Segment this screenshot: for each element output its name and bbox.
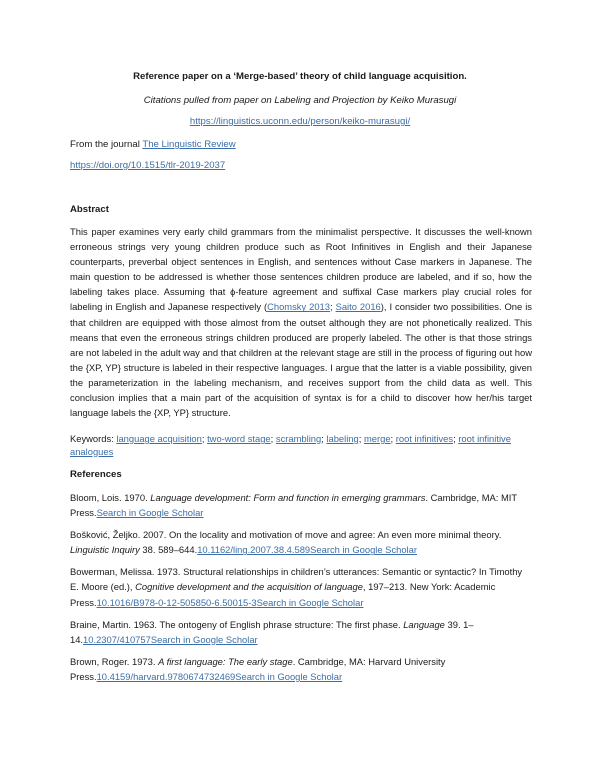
reference-doi-link[interactable]: 10.1016/B978-0-12-505850-6.50015-3	[96, 596, 257, 608]
paper-title: Reference paper on a ‘Merge-based’ theory of child language acquisition.	[133, 71, 467, 82]
reference-text: Braine, Martin. 1963. The ontogeny of English phrase structure: The first phase.	[70, 618, 404, 630]
reference-title: Language development: Form and function in emerging grammars	[150, 492, 426, 503]
citation-link-chomsky[interactable]: Chomsky 2013	[267, 301, 330, 313]
keyword-link[interactable]: scrambling	[275, 433, 322, 444]
abstract-text-1: This paper examines very early child grammars from the minimalist perspective. It discusses the well-known erroneous strings very young children produce such as Root Infinitives in English and their Japanese counterparts, preverbal object sentences in English, and sentences without Case markers in Japanese. The main question to be addressed is whether those sentences children produce are labeled, and if so, how the labeling takes place. Assuming that ϕ-feature agreement and suffixal Case markers play crucial roles for labeling in English and Japanese respectively (	[70, 226, 532, 313]
reference-title: A first language: The early stage	[158, 655, 293, 667]
abstract-heading: Abstract	[70, 204, 109, 215]
google-scholar-link[interactable]: Search in Google Scholar	[235, 670, 343, 682]
keywords-line: Keywords: language acquisition; two-word stage; scrambling; labeling; merge; root infinitives; root infinitive analogues	[70, 433, 511, 457]
google-scholar-link[interactable]: Search in Google Scholar	[310, 544, 417, 556]
keyword-link[interactable]: merge	[363, 433, 391, 444]
references-list	[70, 490, 532, 691]
reference-title: Linguistic Inquiry	[70, 544, 140, 556]
doi-link[interactable]: https://doi.org/10.1515/tlr-2019-2037	[70, 160, 226, 171]
reference-item	[70, 490, 532, 520]
keywords-prefix: Keywords:	[70, 433, 117, 444]
reference-text: , 197–213. New York: Academic Press.	[70, 581, 496, 608]
reference-doi-link[interactable]: 10.4159/harvard.9780674732469	[96, 670, 236, 682]
reference-text: Bowerman, Melissa. 1973. Structural relationships in children’s utterances: Semantic or syntactic? In Timothy E. Moore (ed.),	[70, 566, 523, 593]
citation-link-saito[interactable]: Saito 2016	[335, 301, 381, 313]
keyword-link[interactable]: root infinitives	[395, 433, 454, 444]
reference-doi-link[interactable]: 10.2307/410757	[83, 633, 151, 645]
reference-item	[70, 564, 532, 609]
citation-separator: ;	[330, 301, 336, 313]
abstract-body	[70, 224, 532, 420]
paper-subtitle: Citations pulled from paper on Labeling and Projection by Keiko Murasugi	[143, 95, 457, 106]
author-profile-link[interactable]: https://linguistics.uconn.edu/person/keiko-murasugi/	[189, 116, 411, 127]
doi-line	[70, 160, 225, 171]
reference-title: Cognitive development and the acquisition of language	[135, 581, 363, 593]
reference-text: Brown, Roger. 1973.	[70, 655, 159, 667]
references-heading: References	[70, 469, 122, 480]
google-scholar-link[interactable]: Search in Google Scholar	[256, 596, 364, 608]
google-scholar-link[interactable]: Search in Google Scholar	[96, 507, 204, 519]
reference-text: . Cambridge, MA: Harvard University Press.	[70, 655, 446, 682]
reference-text: 39. 1–14.	[70, 618, 474, 645]
journal-link[interactable]: The Linguistic Review	[142, 139, 236, 150]
reference-doi-link[interactable]: 10.1162/ling.2007.38.4.589	[197, 544, 311, 556]
reference-item	[70, 654, 532, 684]
keyword-link[interactable]: two-word stage	[207, 433, 271, 444]
reference-text: 38. 589–644.	[139, 544, 198, 556]
keyword-link[interactable]: labeling	[326, 433, 359, 444]
reference-item	[70, 617, 532, 647]
reference-title: Language	[403, 618, 445, 630]
keyword-link[interactable]: language acquisition	[116, 433, 202, 444]
abstract-text-2: ), I consider two possibilities. One is that children are equipped with those almost from the outset although they are not phonetically realized. This means that even the erroneous strings children produced are properly labeled. The other is that those strings are not labeled in the adult way and that children at the relevant stage are still in the process of figuring out how the {XP, YP} structure is labeled in their respective languages. I argue that the latter is a viable possibility, given the parameterization in the labeling mechanism, and receives support from the child data as well. This conclusion implies that a main part of the acquisition of syntax is for a child to discover how her/his target language labels the {XP, YP} structure.	[70, 301, 532, 419]
keyword-link[interactable]: root infinitive analogues	[70, 433, 511, 457]
reference-text: . Cambridge, MA: MIT Press.	[70, 492, 517, 519]
journal-line	[70, 139, 236, 150]
reference-text: Bloom, Lois. 1970.	[70, 492, 151, 503]
journal-prefix: From the journal	[70, 139, 143, 150]
source-url-line	[0, 116, 600, 127]
reference-item	[70, 527, 532, 557]
reference-text: Bošković, Željko. 2007. On the locality and motivation of move and agree: An even more minimal theory.	[70, 529, 502, 541]
google-scholar-link[interactable]: Search in Google Scholar	[150, 633, 258, 645]
